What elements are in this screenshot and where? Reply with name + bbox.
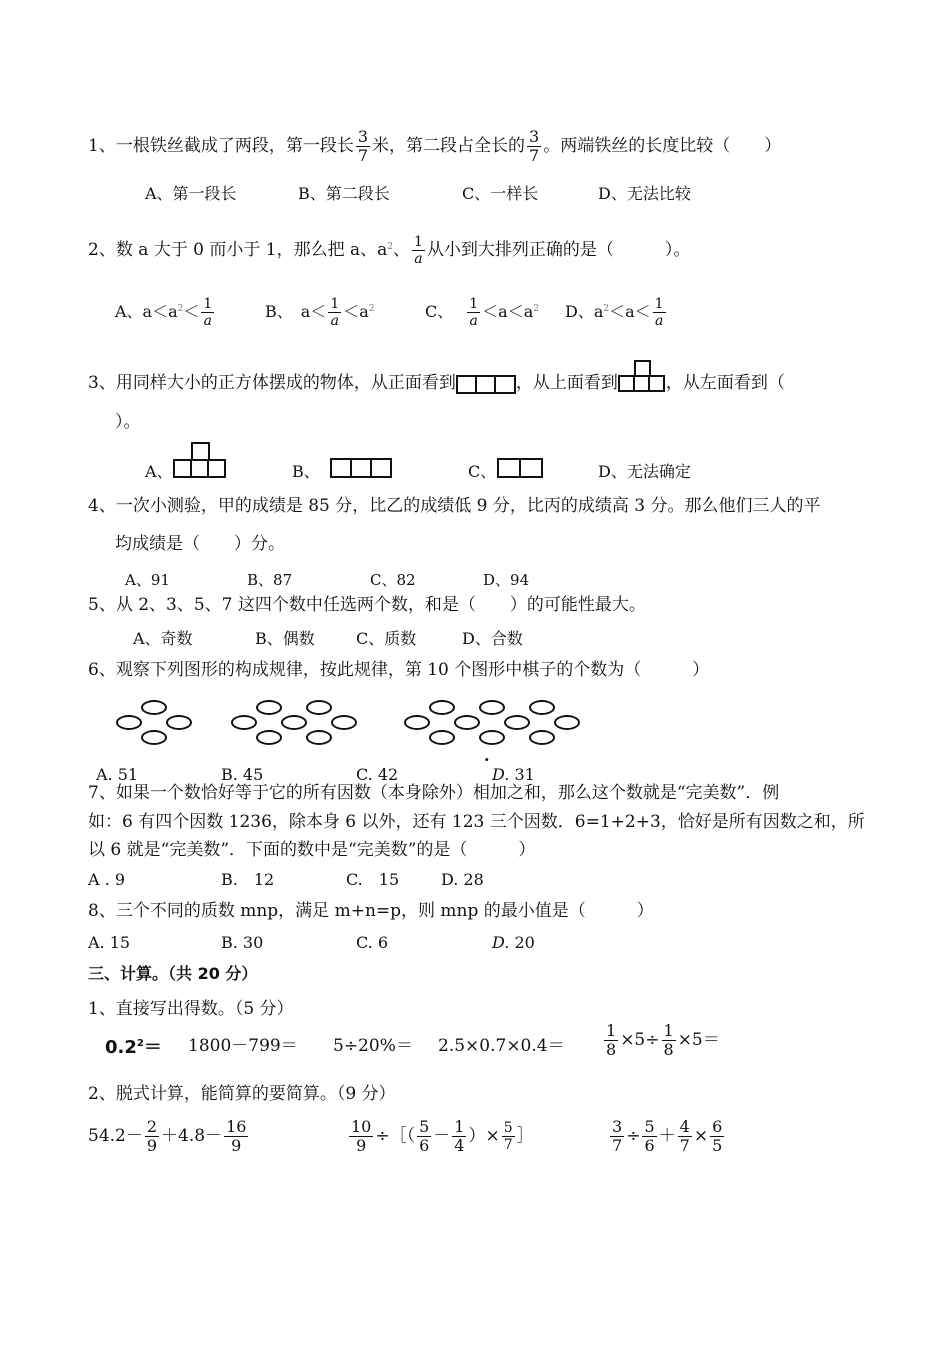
- q6-option-d[interactable]: D. 31: [492, 765, 535, 784]
- q3-option-d[interactable]: D、无法确定: [598, 462, 691, 481]
- q3-line-2: ）。: [115, 412, 141, 432]
- calc-4: 2.5×0.7×0.4＝: [438, 1036, 565, 1056]
- q1-option-b[interactable]: B、第二段长: [298, 184, 390, 203]
- chess-piece: [306, 700, 332, 715]
- chess-piece: [429, 700, 455, 715]
- q8-option-d[interactable]: D. 20: [492, 933, 535, 952]
- chess-piece: [479, 700, 505, 715]
- q8-option-c[interactable]: C. 6: [356, 933, 389, 952]
- section-3-title: 三、计算。（共 20 分）: [88, 964, 258, 983]
- q3-option-b-figure: [330, 458, 392, 478]
- chess-piece: [231, 715, 257, 730]
- calc-2: 1800－799＝: [188, 1036, 298, 1056]
- q7-option-a[interactable]: A . 9: [88, 870, 125, 889]
- q3-option-c[interactable]: C、: [468, 462, 497, 481]
- q3-option-c-figure: [497, 458, 543, 478]
- compute-3: $\frac{3}{7}$ ÷ $\frac{5}{6}$ ＋ $\frac{4}{7}$ × $\frac{6}{5}$: [612, 1117, 723, 1155]
- q2-fraction: $\frac{1}{a}$: [414, 234, 423, 267]
- q5-option-b[interactable]: B、偶数: [255, 629, 315, 648]
- q6-option-a[interactable]: A. 51: [96, 765, 139, 784]
- chess-piece: [404, 715, 430, 730]
- q1-pre: 1、一根铁丝截成了两段，第一段长: [88, 136, 354, 156]
- chess-piece: [429, 730, 455, 745]
- q1-line: [88, 128, 781, 165]
- q2-option-a[interactable]: A、$a<a^2<$ $\frac{1}{a}$: [115, 296, 213, 329]
- chess-piece: [116, 715, 142, 730]
- chess-piece: [504, 715, 530, 730]
- section-3-part-2: 2、脱式计算，能简算的要简算。（9 分）: [88, 1084, 396, 1104]
- chess-piece: [256, 730, 282, 745]
- compute-2: $\frac{10}{9}$ ÷［（ $\frac{5}{6}$ － $\frac{1}{4}$ ）× $\frac{5}{7}$ ］: [351, 1117, 534, 1155]
- q6-figure-2: [231, 700, 366, 748]
- q6-line: 6、观察下列图形的构成规律，按此规律，第 10 个图形中棋子的个数为（ ）: [88, 660, 710, 680]
- chess-piece: [256, 700, 282, 715]
- q4-option-a[interactable]: A、91: [125, 571, 170, 589]
- q1-fraction-1: $\frac{3}{7}$: [357, 127, 369, 165]
- chess-piece: [454, 715, 480, 730]
- calc-1: $0.2^2=$: [105, 1037, 162, 1058]
- q6-figure-3: [404, 700, 589, 748]
- q4-option-b[interactable]: B、87: [247, 571, 293, 589]
- q6-option-b[interactable]: B. 45: [221, 765, 264, 784]
- q2-option-c[interactable]: C、 $\frac{1}{a}$ $<a<a^2$: [425, 296, 539, 329]
- section-3-part-1: 1、直接写出得数。（5 分）: [88, 999, 294, 1019]
- q2-line: 2、数 a 大于 0 而小于 1，那么把 a、$a^2$、 $\frac{1}{a}$ 从小到大排列正确的是（ ）。: [88, 234, 691, 267]
- q1-option-a[interactable]: A、第一段长: [145, 184, 237, 203]
- chess-piece: [331, 715, 357, 730]
- q4-line-2: 均成绩是（ ）分。: [115, 534, 285, 554]
- q3-option-a-figure: [173, 442, 227, 480]
- q3-top-view-figure: [618, 360, 666, 394]
- chess-piece: [529, 700, 555, 715]
- q3-option-b[interactable]: B、: [292, 462, 320, 481]
- q7-line-3: 以 6 就是“完美数”．下面的数中是“完美数”的是（ ）: [88, 840, 536, 860]
- q7-option-b[interactable]: B. 12: [221, 870, 275, 889]
- q5-option-c[interactable]: C、质数: [356, 629, 417, 648]
- calc-5: $\frac{1}{8}$ ×5÷ $\frac{1}{8}$ ×5＝: [606, 1021, 720, 1059]
- q5-line: 5、从 2、3、5、7 这四个数中任选两个数，和是（ ）的可能性最大。: [88, 595, 646, 615]
- q6-dot: .: [484, 746, 490, 765]
- q1-post: 。两端铁丝的长度比较（ ）: [543, 136, 782, 156]
- q2-post: 从小到大排列正确的是（ ）。: [426, 240, 691, 260]
- chess-piece: [306, 730, 332, 745]
- chess-piece: [479, 730, 505, 745]
- chess-piece: [281, 715, 307, 730]
- chess-piece: [141, 730, 167, 745]
- q5-option-d[interactable]: D、合数: [462, 629, 523, 648]
- chess-piece: [166, 715, 192, 730]
- q7-option-c[interactable]: C. 15: [346, 870, 400, 889]
- q5-option-a[interactable]: A、奇数: [133, 629, 193, 648]
- chess-piece: [554, 715, 580, 730]
- q6-figure-1: [116, 700, 196, 748]
- q7-option-d[interactable]: D. 28: [441, 870, 484, 889]
- compute-1: 54.2－ $\frac{2}{9}$ ＋4.8－ $\frac{16}{9}$: [88, 1117, 247, 1155]
- chess-piece: [141, 700, 167, 715]
- q7-line-1: 7、如果一个数恰好等于它的所有因数（本身除外）相加之和，那么这个数就是“完美数”．例: [88, 783, 780, 803]
- q2-option-d[interactable]: D、$a^2<a<$ $\frac{1}{a}$: [565, 296, 664, 329]
- q2-pre: 2、数 a 大于 0 而小于 1，那么把 a、a: [88, 240, 388, 260]
- q4-line-1: 4、一次小测验，甲的成绩是 85 分，比乙的成绩低 9 分，比丙的成绩高 3 分。那么他们三人的平: [88, 496, 821, 516]
- calc-3: 5÷20%＝: [333, 1036, 413, 1056]
- q4-option-c[interactable]: C、82: [370, 571, 416, 589]
- chess-piece: [529, 730, 555, 745]
- q6-option-c[interactable]: C. 42: [356, 765, 399, 784]
- q2-option-b[interactable]: B、 a＜ $\frac{1}{a}$ $<a^2$: [265, 296, 375, 329]
- q1-fraction-2: $\frac{3}{7}$: [529, 127, 540, 165]
- q3-front-view-figure: [456, 374, 516, 394]
- q8-line: 8、三个不同的质数 mnp，满足 m+n=p，则 mnp 的最小值是（ ）: [88, 901, 654, 921]
- q3-line: 3、用同样大小的正方体摆成的物体，从正面看到 ，从上面看到 ，从左面看到（: [88, 360, 785, 395]
- q7-line-2: 如：6 有四个因数 1236，除本身 6 以外，还有 123 三个因数．6=1+2+3，恰好是所有因数之和，所: [88, 812, 865, 832]
- q1-option-c[interactable]: C、一样长: [462, 184, 539, 203]
- q8-option-a[interactable]: A. 15: [88, 933, 131, 952]
- q8-option-b[interactable]: B. 30: [221, 933, 264, 952]
- q4-option-d[interactable]: D、94: [483, 571, 530, 589]
- q1-option-d[interactable]: D、无法比较: [598, 184, 691, 203]
- q1-mid: 米，第二段占全长的: [372, 136, 526, 156]
- q3-option-a[interactable]: A、: [145, 462, 173, 481]
